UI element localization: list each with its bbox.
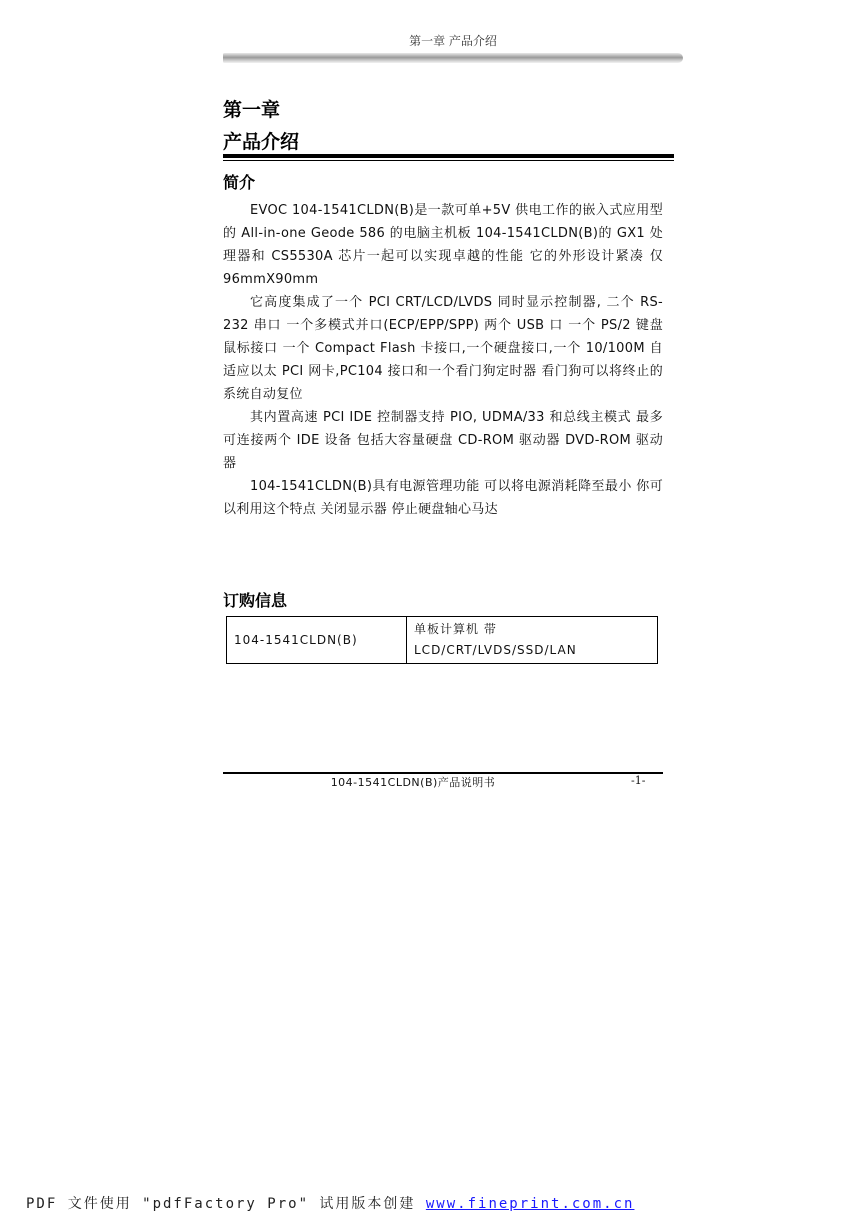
chapter-number: 第一章 [223, 99, 281, 121]
model-cell: 104-1541CLDN(B) [227, 617, 407, 664]
ordering-heading: 订购信息 [223, 591, 288, 610]
description-line-2: LCD/CRT/LVDS/SSD/LAN [414, 643, 577, 657]
ordering-table [226, 616, 658, 664]
intro-body [223, 199, 663, 521]
watermark-link[interactable]: www.fineprint.com.cn [425, 1196, 635, 1212]
description-cell [407, 617, 658, 664]
page-number: -1- [631, 774, 646, 787]
footer-title: 104-1541CLDN(B)产品说明书 [330, 776, 496, 789]
description-line-1: 单板计算机 带 [414, 622, 497, 636]
intro-paragraph-1: EVOC 104-1541CLDN(B)是一款可单+5V 供电工作的嵌入式应用型的 All-in-one Geode 586 的电脑主机板 104-1541CLDN(B)的 GX1 处理器和 CS5530A 芯片一起可以实现卓越的性能 它的外形设计紧凑 仅 96mmX90mm [223, 203, 663, 287]
running-header: 第一章 产品介绍 [409, 34, 497, 48]
table-row [227, 617, 658, 664]
intro-paragraph-2: 它高度集成了一个 PCI CRT/LCD/LVDS 同时显示控制器, 二个 RS-232 串口 一个多模式并口(ECP/EPP/SPP) 两个 USB 口 一个 PS/2 键盘鼠标接口 一个 Compact Flash 卡接口,一个硬盘接口,一个 10/100M 自适应以太 PCI 网卡,PC104 接口和一个看门狗定时器 看门狗可以将终止的系统自动复位 [223, 295, 663, 402]
watermark [26, 1193, 634, 1213]
intro-heading: 简介 [223, 173, 256, 192]
intro-paragraph-4: 104-1541CLDN(B)具有电源管理功能 可以将电源消耗降至最小 你可以利用这个特点 关闭显示器 停止硬盘轴心马达 [223, 479, 663, 517]
watermark-text: PDF 文件使用 "pdfFactory Pro" 试用版本创建 [26, 1196, 426, 1212]
chapter-rule-thin [223, 160, 674, 161]
chapter-title: 产品介绍 [223, 131, 300, 153]
intro-paragraph-3: 其内置高速 PCI IDE 控制器支持 PIO, UDMA/33 和总线主模式 最多可连接两个 IDE 设备 包括大容量硬盘 CD-ROM 驱动器 DVD-ROM 驱动器 [223, 410, 663, 471]
chapter-rule-thick [223, 154, 674, 158]
header-rule [223, 53, 683, 63]
